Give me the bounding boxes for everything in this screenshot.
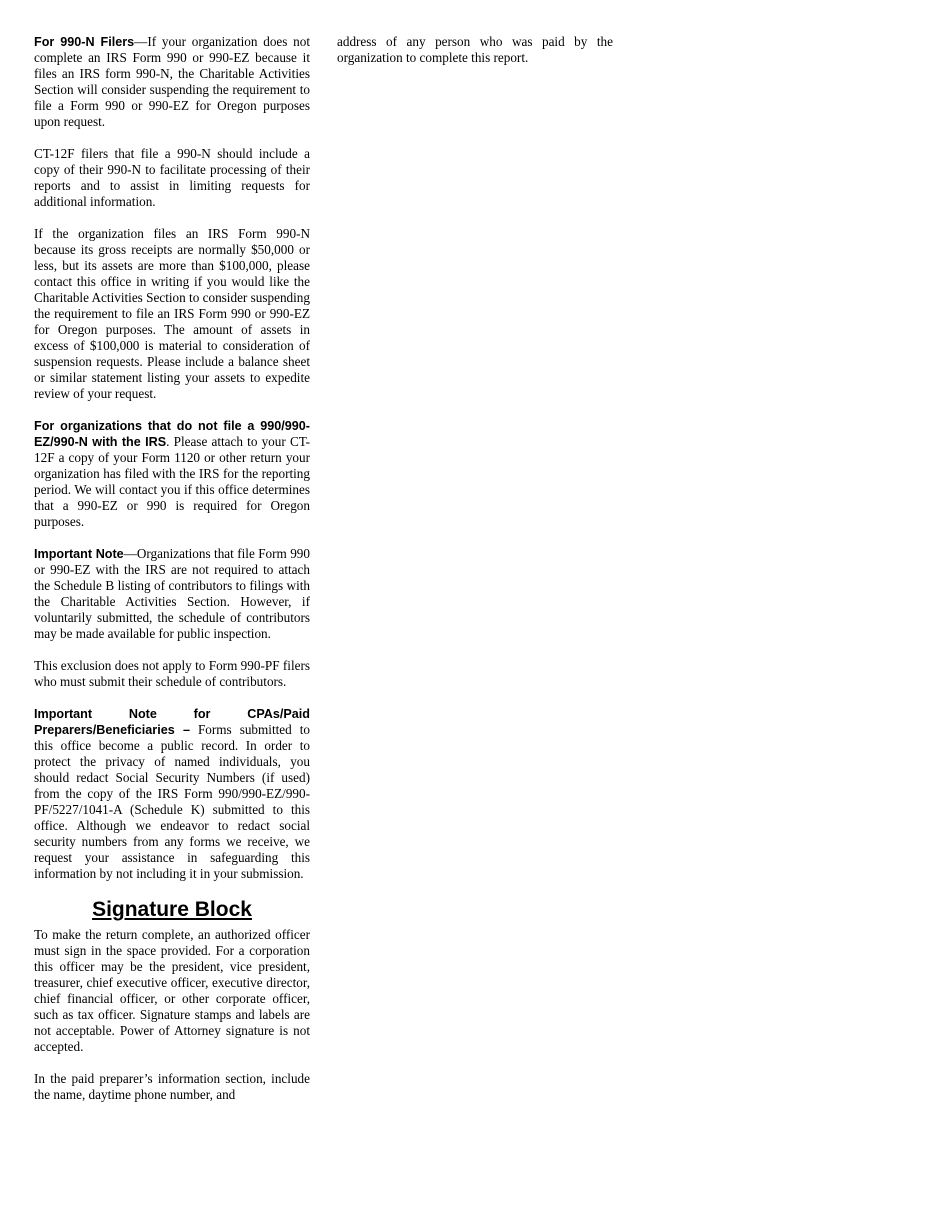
paragraph-signature-requirements <box>34 927 310 1055</box>
paragraph-990n-filers <box>34 34 310 130</box>
paragraph-text: —If your organization does not complete an IRS Form 990 or 990-EZ because it files an IRS form 990-N, the Charitable Activities Section will consider suspending the requirement to file a Form 990 or 990-EZ for Oregon purposes upon request. <box>34 34 311 129</box>
paragraph-exclusion <box>34 658 310 690</box>
paragraph-text: Forms submitted to this office become a public record. In order to protect the privacy of named individuals, you should redact Social Security Numbers (if used) from the copy of the IRS Form 990/990-EZ/990-PF/5227/1041-A (Schedule K) submitted to this office. Although we endeavor to redact social security numbers from any forms we receive, we request your assistance in safeguarding this information by not including it in your submission. <box>34 722 311 881</box>
heading-990n-filers: For 990-N Filers <box>34 35 135 49</box>
left-column <box>34 34 310 1119</box>
heading-no-irs-filing: For organizations that do not file a 990/990-EZ/990-N with the IRS <box>34 419 310 449</box>
paragraph-assets-threshold <box>34 226 310 402</box>
paragraph-paid-preparer <box>34 1071 310 1103</box>
paragraph-paid-preparer-continued <box>337 34 613 66</box>
signature-block-heading: Signature Block <box>92 898 252 921</box>
paragraph-text: address of any person who was paid by the organization to complete this report. <box>337 34 613 65</box>
heading-cpa-note: Important Note for CPAs/Paid Preparers/Beneficiaries – <box>34 707 310 737</box>
paragraph-text: This exclusion does not apply to Form 990-PF filers who must submit their schedule of contributors. <box>34 658 310 689</box>
paragraph-important-note <box>34 546 310 642</box>
heading-important-note: Important Note <box>34 547 124 561</box>
paragraph-text: . Please attach to your CT-12F a copy of your Form 1120 or other return your organization has filed with the IRS for the reporting period. We will contact you if this office determines that a 990-EZ or 990 is required for Oregon purposes. <box>34 434 310 529</box>
paragraph-no-irs-filing <box>34 418 310 530</box>
paragraph-text: If the organization files an IRS Form 990-N because its gross receipts are normally $50,000 or less, but its assets are more than $100,000, please contact this office in writing if you would like the Charitable Activities Section to consider suspending the requirement to file an IRS Form 990 or 990-EZ for Oregon purposes. The amount of assets in excess of $100,000 is material to consideration of suspension requests. Please include a balance sheet or similar statement listing your assets to expedite review of your request. <box>34 226 310 401</box>
paragraph-ct12f-filers <box>34 146 310 210</box>
paragraph-text: In the paid preparer’s information section, include the name, daytime phone number, and <box>34 1071 310 1102</box>
paragraph-text: To make the return complete, an authorized officer must sign in the space provided. For a corporation this officer may be the president, vice president, treasurer, chief executive officer, executive director, chief financial officer, or other corporate officer, such as tax officer. Signature stamps and labels are not acceptable. Power of Attorney signature is not accepted. <box>34 927 310 1054</box>
paragraph-text: —Organizations that file Form 990 or 990-EZ with the IRS are not required to attach the Schedule B listing of contributors to filings with the Charitable Activities Section. However, if voluntarily submitted, the schedule of contributors may be made available for public inspection. <box>34 546 310 641</box>
paragraph-cpa-note <box>34 706 310 882</box>
paragraph-text: CT-12F filers that file a 990-N should include a copy of their 990-N to facilitate processing of their reports and to assist in limiting requests for additional information. <box>34 146 310 209</box>
right-column <box>337 34 613 82</box>
